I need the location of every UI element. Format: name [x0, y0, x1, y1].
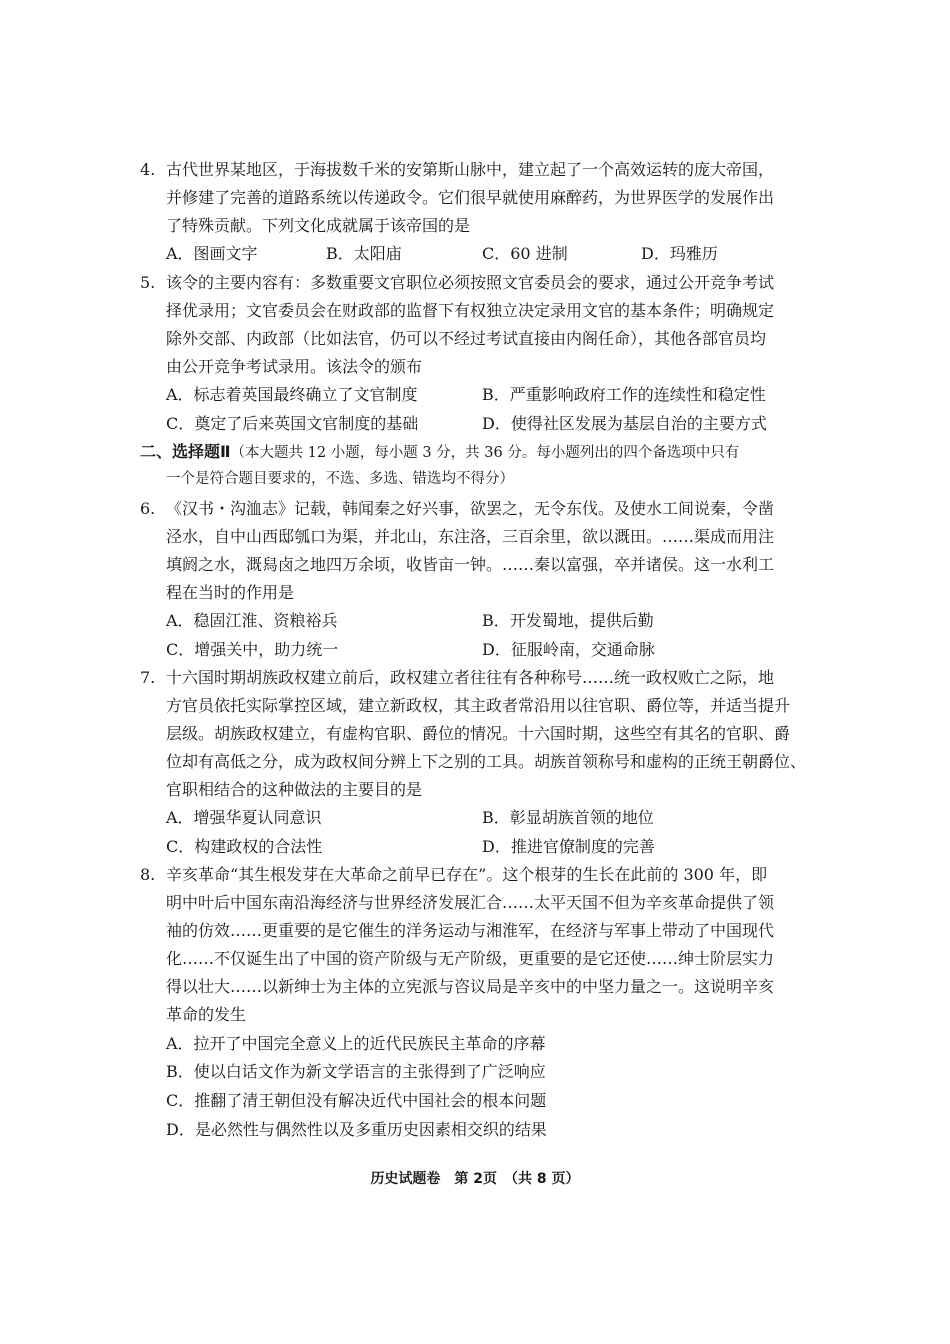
question-stem-line: 除外交部、内政部（比如法官，仍可以不经过考试直接由内阁任命），其他各部官员均 — [166, 329, 767, 348]
question-stem-line: 化……不仅诞生出了中国的资产阶级与无产阶级，更重要的是它还使……绅士阶层实力 — [166, 949, 775, 968]
option-d: D．是必然性与偶然性以及多重历史因素相交织的结果 — [166, 1120, 547, 1139]
question-stem-line: 十六国时期胡族政权建立前后，政权建立者往往有各种称号……统一政权败亡之际，地 — [166, 668, 775, 687]
question-stem-line: 择优录用；文官委员会在财政部的监督下有权独立决定录用文官的基本条件；明确规定 — [166, 301, 775, 320]
question-stem-line: 官职相结合的这种做法的主要目的是 — [166, 780, 423, 799]
question-stem-line: 辛亥革命“其生根发芽在大革命之前早已存在”。这个根芽的生长在此前的 300 年，即 — [166, 865, 768, 884]
section-description-line-2: 一个是符合题目要求的，不选、多选、错选均不得分） — [166, 471, 514, 487]
question-stem-line: 《汉书・沟洫志》记载，韩闻秦之好兴事，欲罢之，无令东伐。及使水工间说秦，令凿 — [166, 499, 775, 518]
section-description: （本大题共 12 小题，每小题 3 分，共 36 分。每小题列出的四个备选项中只有 — [230, 445, 740, 461]
question-stem-line: 由公开竞争考试录用。该法令的颁布 — [166, 357, 423, 376]
option-d: D．玛雅历 — [641, 244, 718, 263]
question-stem-line: 泾水，自中山西邸瓠口为渠，并北山，东注洛，三百余里，欲以溉田。……渠成而用注 — [166, 527, 775, 546]
option-a: A．图画文字 — [166, 244, 258, 263]
option-c: C．奠定了后来英国文官制度的基础 — [166, 414, 419, 433]
question-stem-line: 明中叶后中国东南沿海经济与世界经济发展汇合……太平天国不但为辛亥革命提供了领 — [166, 893, 775, 912]
option-c: C．推翻了清王朝但没有解决近代中国社会的根本问题 — [166, 1091, 547, 1110]
question-number: 8. — [140, 865, 156, 884]
question-stem-line: 袖的仿效……更重要的是它催生的洋务运动与湘淮军，在经济与军事上带动了中国现代 — [166, 921, 775, 940]
question-stem-line: 并修建了完善的道路系统以传递政令。它们很早就使用麻醉药，为世界医学的发展作出 — [166, 188, 775, 207]
option-b: B．严重影响政府工作的连续性和稳定性 — [482, 385, 766, 404]
question-stem-line: 革命的发生 — [166, 1005, 247, 1024]
option-d: D．使得社区发展为基层自治的主要方式 — [482, 414, 767, 433]
page-footer: 历史试题卷 第 2页 （共 8 页） — [370, 1171, 580, 1187]
question-stem-line: 得以壮大……以新绅士为主体的立宪派与咨议局是辛亥中的中坚力量之一。这说明辛亥 — [166, 977, 775, 996]
option-c: C．60 进制 — [482, 244, 568, 263]
option-a: A．增强华夏认同意识 — [166, 808, 322, 827]
question-number: 4. — [140, 160, 156, 179]
option-b: B．使以白话文作为新文学语言的主张得到了广泛响应 — [166, 1062, 546, 1081]
question-number: 7. — [140, 668, 156, 687]
option-c: C．增强关中，助力统一 — [166, 640, 339, 659]
question-stem-line: 程在当时的作用是 — [166, 583, 295, 602]
option-b: B．彰显胡族首领的地位 — [482, 808, 654, 827]
question-stem-line: 古代世界某地区，于海拔数千米的安第斯山脉中，建立起了一个高效运转的庞大帝国， — [166, 160, 775, 179]
question-number: 6. — [140, 499, 156, 518]
option-d: D．推进官僚制度的完善 — [482, 837, 655, 856]
question-stem-line: 位却有高低之分，成为政权间分辨上下之别的工具。胡族首领称号和虚构的正统王朝爵位、 — [166, 752, 807, 771]
option-a: A．标志着英国最终确立了文官制度 — [166, 385, 418, 404]
question-stem-line: 该令的主要内容有：多数重要文官职位必须按照文官委员会的要求，通过公开竞争考试 — [166, 273, 775, 292]
question-stem-line: 层级。胡族政权建立，有虚构官职、爵位的情况。十六国时期，这些空有其名的官职、爵 — [166, 724, 791, 743]
option-c: C．构建政权的合法性 — [166, 837, 323, 856]
option-a: A．稳固江淮、资粮裕兵 — [166, 611, 338, 630]
question-stem-line: 填阏之水，溉舄卤之地四万余顷，收皆亩一钟。……秦以富强，卒并诸侯。这一水利工 — [166, 555, 775, 574]
option-b: B．太阳庙 — [326, 244, 402, 263]
question-stem-line: 方官员依托实际掌控区域，建立新政权，其主政者常沿用以往官职、爵位等，并适当提升 — [166, 696, 791, 715]
question-stem-line: 了特殊贡献。下列文化成就属于该帝国的是 — [166, 216, 471, 235]
question-number: 5. — [140, 273, 156, 292]
option-a: A．拉开了中国完全意义上的近代民族民主革命的序幕 — [166, 1034, 546, 1053]
option-d: D．征服岭南，交通命脉 — [482, 640, 655, 659]
option-b: B．开发蜀地，提供后勤 — [482, 611, 654, 630]
section-title: 二、选择题Ⅱ — [140, 442, 231, 461]
